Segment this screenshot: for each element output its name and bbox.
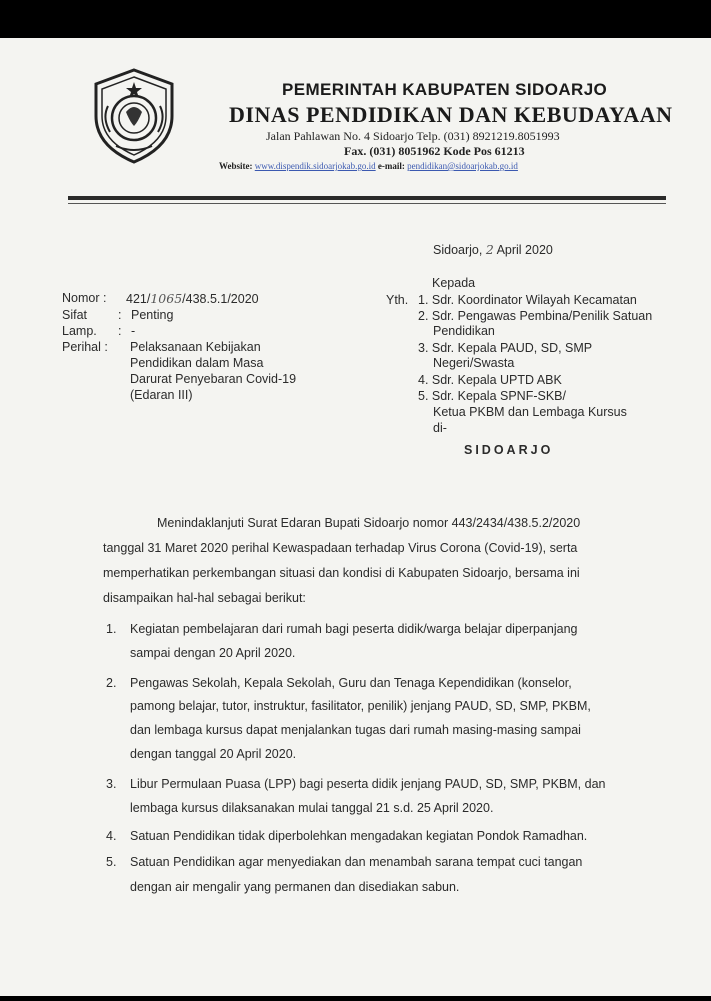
body-intro-line: Menindaklanjuti Surat Edaran Bupati Sidoarjo nomor 443/2434/438.5.2/2020 bbox=[157, 516, 581, 530]
nomor-prefix: 421/ bbox=[126, 292, 151, 306]
list-item-line: Satuan Pendidikan agar menyediakan dan menambah sarana tempat cuci tangan bbox=[130, 855, 583, 869]
recipient-line: di- bbox=[433, 421, 447, 435]
list-number: 3. bbox=[106, 777, 117, 791]
list-item-line: pamong belajar, tutor, instruktur, fasilitator, penilik) jenjang PAUD, SD, SMP, PKBM, bbox=[130, 699, 591, 713]
yth-label: Yth. bbox=[386, 293, 409, 307]
recipient-line: 3. Sdr. Kepala PAUD, SD, SMP bbox=[418, 341, 593, 355]
kepada-label: Kepada bbox=[432, 276, 476, 290]
recipient-line: 2. Sdr. Pengawas Pembina/Penilik Satuan bbox=[418, 309, 653, 323]
sifat-colon: : bbox=[118, 308, 122, 322]
website-link[interactable]: www.dispendik.sidoarjokab.go.id bbox=[254, 161, 376, 171]
sifat-value: Penting bbox=[131, 308, 174, 322]
lamp-value: - bbox=[131, 324, 136, 338]
email-link[interactable]: pendidikan@sidoarjokab.go.id bbox=[407, 161, 518, 171]
list-item-line: Libur Permulaan Puasa (LPP) bagi peserta didik jenjang PAUD, SD, SMP, PKBM, dan bbox=[130, 777, 606, 791]
list-number: 1. bbox=[106, 622, 117, 636]
date-day-handwritten: 2 bbox=[485, 242, 494, 257]
list-number: 4. bbox=[106, 829, 117, 843]
letter-date bbox=[433, 242, 553, 258]
date-month-year: April 2020 bbox=[496, 243, 553, 257]
recipient-line: 4. Sdr. Kepala UPTD ABK bbox=[418, 373, 562, 387]
list-item-line: Satuan Pendidikan tidak diperbolehkan mengadakan kegiatan Pondok Ramadhan. bbox=[130, 829, 588, 843]
perihal-line: Pendidikan dalam Masa bbox=[130, 356, 264, 370]
email-label: e-mail: bbox=[377, 161, 405, 171]
recipient-line: 1. Sdr. Koordinator Wilayah Kecamatan bbox=[418, 293, 637, 307]
list-item-line: dan lembaga kursus dapat menjalankan tugas dari rumah masing-masing sampai bbox=[130, 723, 581, 737]
list-item-line: Pengawas Sekolah, Kepala Sekolah, Guru dan Tenaga Kependidikan (konselor, bbox=[130, 676, 572, 690]
recipient-line: Ketua PKBM dan Lembaga Kursus bbox=[433, 405, 627, 419]
lamp-colon: : bbox=[118, 324, 122, 338]
perihal-line: Darurat Penyebaran Covid-19 bbox=[130, 372, 297, 386]
body-intro-line: memperhatikan perkembangan situasi dan kondisi di Kabupaten Sidoarjo, bersama ini bbox=[103, 566, 580, 580]
recipient-line: Negeri/Swasta bbox=[433, 356, 515, 370]
nomor-suffix: /438.5.1/2020 bbox=[182, 292, 259, 306]
perihal-line: Pelaksanaan Kebijakan bbox=[130, 340, 261, 354]
letterhead-government: PEMERINTAH KABUPATEN SIDOARJO bbox=[282, 80, 608, 99]
lamp-label: Lamp. bbox=[62, 324, 97, 338]
letterhead-divider bbox=[68, 196, 666, 200]
recipient-line: 5. Sdr. Kepala SPNF-SKB/ bbox=[418, 389, 566, 403]
website-label: Website: bbox=[219, 161, 253, 171]
letterhead-address: Jalan Pahlawan No. 4 Sidoarjo Telp. (031) 8921219.8051993 bbox=[266, 129, 560, 143]
list-number: 2. bbox=[106, 676, 117, 690]
body-intro-line: tanggal 31 Maret 2020 perihal Kewaspadaan terhadap Virus Corona (Covid-19), serta bbox=[103, 541, 578, 555]
list-item-line: lembaga kursus dilaksanakan mulai tanggal 21 s.d. 25 April 2020. bbox=[130, 801, 494, 815]
list-number: 5. bbox=[106, 855, 117, 869]
nomor-value bbox=[126, 291, 259, 307]
perihal-line: (Edaran III) bbox=[130, 388, 193, 402]
list-item-line: dengan air mengalir yang permanen dan disediakan sabun. bbox=[130, 880, 460, 894]
letterhead-agency: DINAS PENDIDIKAN DAN KEBUDAYAAN bbox=[229, 102, 673, 127]
recipient-line: Pendidikan bbox=[433, 324, 495, 338]
date-place: Sidoarjo, bbox=[433, 243, 483, 257]
letterhead-divider-thin bbox=[68, 203, 666, 204]
nomor-label: Nomor : bbox=[62, 291, 107, 305]
list-item-line: sampai dengan 20 April 2020. bbox=[130, 646, 296, 660]
letter-page bbox=[0, 38, 711, 996]
screen-bottom-edge bbox=[0, 996, 711, 1001]
list-item-line: dengan tanggal 20 April 2020. bbox=[130, 747, 297, 761]
letterhead-contacts bbox=[219, 161, 518, 171]
list-item-line: Kegiatan pembelajaran dari rumah bagi peserta didik/warga belajar diperpanjang bbox=[130, 622, 578, 636]
letterhead-fax: Fax. (031) 8051962 Kode Pos 61213 bbox=[344, 144, 525, 158]
regency-emblem-logo bbox=[88, 66, 180, 166]
sifat-label: Sifat bbox=[62, 308, 88, 322]
body-intro-line: disampaikan hal-hal sebagai berikut: bbox=[103, 591, 306, 605]
nomor-handwritten: 1065 bbox=[150, 291, 183, 306]
recipient-city: SIDOARJO bbox=[464, 443, 554, 457]
perihal-label: Perihal : bbox=[62, 340, 108, 354]
